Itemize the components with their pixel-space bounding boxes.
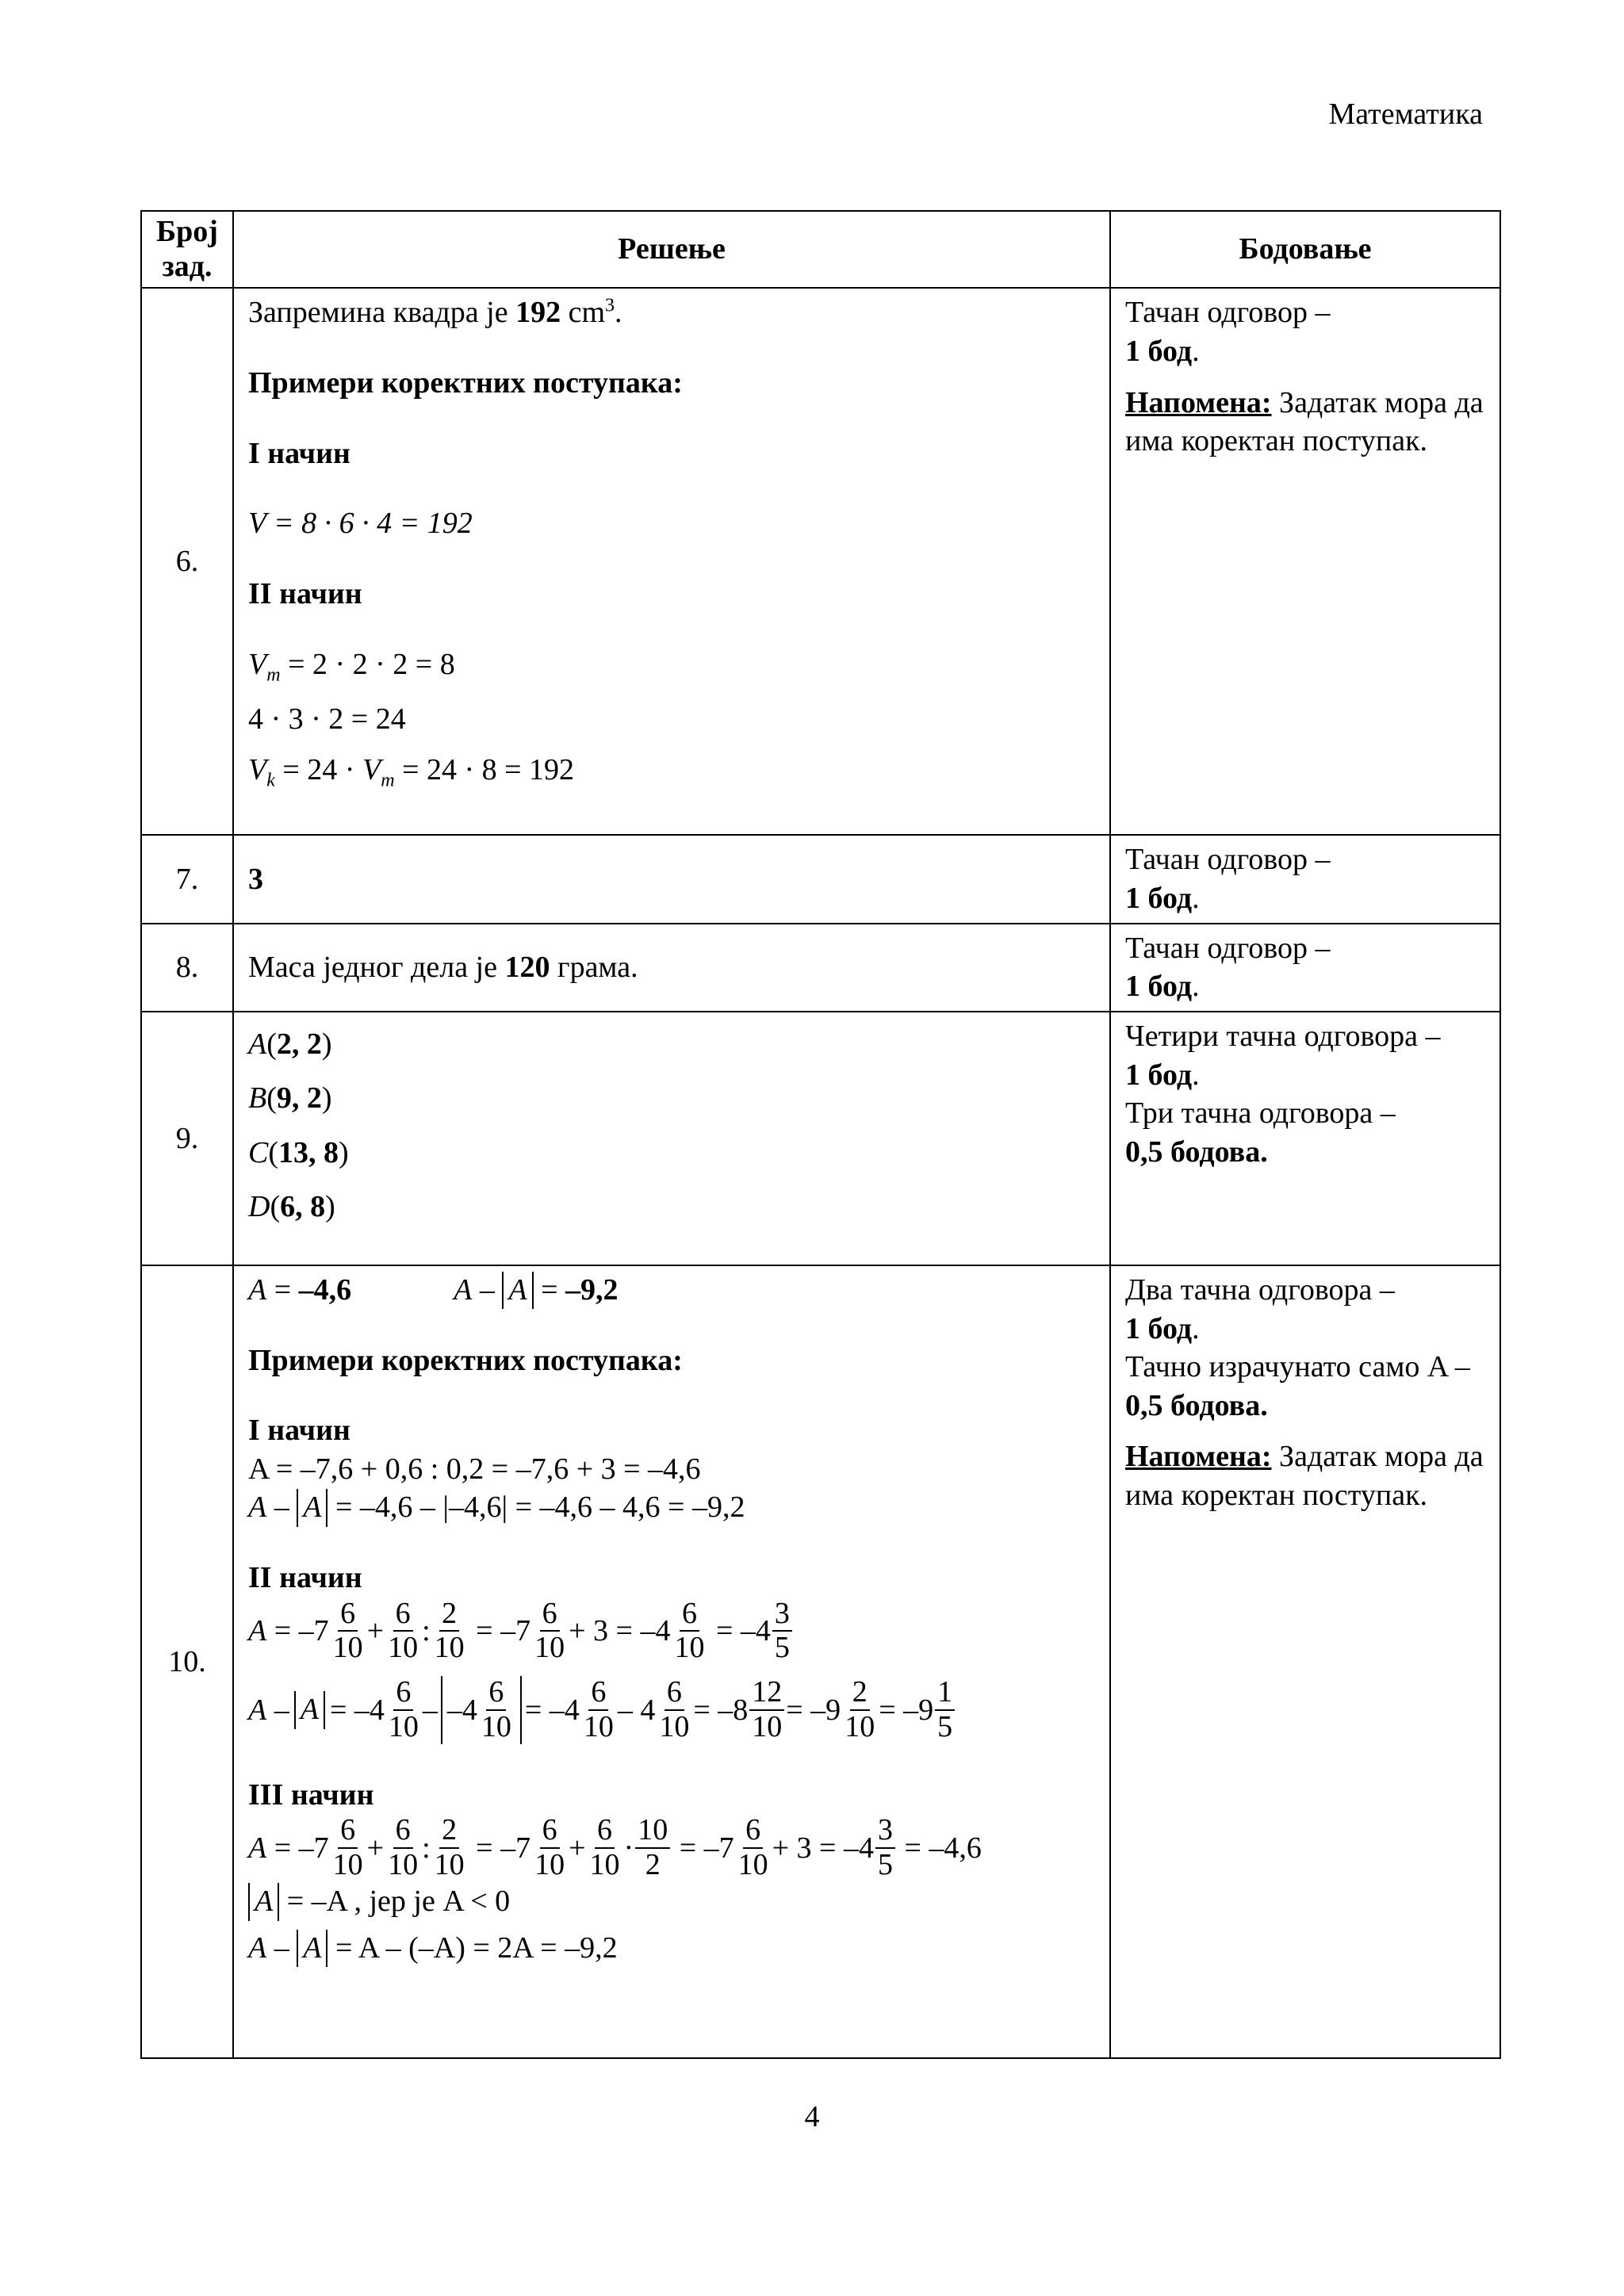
method-2-equation-3: $V_k = 24 \cdot V_m = 24 \cdot 8 = 192$ (248, 753, 575, 792)
point-a: A(2, 2) (248, 1027, 332, 1061)
task-scoring: Тачан одговор – 1 бод. (1110, 835, 1500, 923)
method-3-equation-2: A = –A , јер је A < 0 (248, 1882, 1095, 1921)
task-row-7 (141, 835, 1500, 923)
task-row-8 (141, 924, 1500, 1012)
task-number: 8. (141, 924, 233, 1012)
scoring-note: Напомена: Задатак мора да има коректан поступак. (1125, 385, 1484, 458)
point-c: C(13, 8) (248, 1135, 349, 1169)
task-row-6 (141, 288, 1500, 835)
task-number: 6. (141, 288, 233, 835)
task-scoring: Тачан одговор – 1 бод. (1110, 924, 1500, 1012)
method-1-equation-2: A – A = –4,6 – |–4,6| = –4,6 – 4,6 = –9,2 (248, 1488, 1095, 1527)
task-row-9 (141, 1012, 1500, 1265)
task-solution: 3 (233, 835, 1110, 923)
examples-heading: Примери коректних поступака: (248, 1343, 683, 1377)
col-header-solution: Решење (233, 211, 1110, 288)
method-3-equation-3: A – A = A – (–A) = 2A = –9,2 (248, 1929, 1095, 1968)
task-solution (233, 288, 1110, 835)
task-number: 9. (141, 1012, 233, 1265)
method-1-equation: V = 8 · 6 · 4 = 192 (248, 507, 473, 541)
method-3-heading: III начин (248, 1777, 374, 1812)
task-scoring: Два тачна одговора – 1 бод. Тачно израчунато само A – 0,5 бодова. Напомена: Задатак мора да има коректан поступак. (1110, 1265, 1500, 2058)
method-2-heading: II начин (248, 576, 362, 610)
method-3-equation-1: A = –7 $\frac{6}{10}$ + $\frac{6}{10}$ : $\frac{2}{10}$ = –7 $\frac{6}{10}$ + $\frac{6}{10}$ · $\frac{10}{2}$ = –7 $\frac{6}{10}$ + 3 = –4 $\frac{3}{5}$ = –4,6 (248, 1813, 982, 1882)
method-1-heading: I начин (248, 1414, 350, 1448)
point-b: B(9, 2) (248, 1081, 332, 1115)
col-header-number: Број зад. (141, 211, 233, 288)
method-1-heading: I начин (248, 436, 350, 470)
task-row-10 (141, 1265, 1500, 2058)
task-solution: Маса једног дела је 120 грама. (233, 924, 1110, 1012)
method-2-equation-2: A – A = –4 $\frac{6}{10}$ – –4 $\frac{6}{10}$ = –4 $\frac{6}{10}$ – 4 $\frac{6}{10}$ = –8 $\frac{12}{10}$ = –9 $\frac{2}{10}$ = –9 $\frac{1}{5}$ (248, 1676, 1095, 1744)
method-2-equation-1: A = –7 $\frac{6}{10}$ + $\frac{6}{10}$ : $\frac{2}{10}$ = –7 $\frac{6}{10}$ + 3 = –4 $\frac{6}{10}$ = –4 $\frac{3}{5}$ (248, 1598, 1095, 1666)
page-header-subject: Математика (1328, 98, 1483, 131)
scoring-note: Напомена: Задатак мора да има коректан поступак. (1125, 1440, 1484, 1512)
table-header-row (141, 211, 1500, 288)
page-number: 4 (804, 2100, 820, 2133)
method-1-equation-1: A = –7,6 + 0,6 : 0,2 = –7,6 + 3 = –4,6 (248, 1452, 701, 1486)
solutions-table (140, 210, 1501, 2059)
answer-line: Запремина квадра је 192 $cm^3$. (248, 295, 622, 330)
task-scoring: Четири тачна одговора – 1 бод. Три тачна одговора – 0,5 бодова. (1110, 1012, 1500, 1265)
col-header-scoring: Бодовање (1110, 211, 1500, 288)
examples-heading: Примери коректних поступака: (248, 366, 683, 400)
task-solution (233, 1012, 1110, 1265)
method-2-equation-2: 4 · 3 · 2 = 24 (248, 702, 406, 736)
point-d: D(6, 8) (248, 1190, 335, 1224)
task-number: 7. (141, 835, 233, 923)
answer-line: A = –4,6 A – A = –9,2 (248, 1271, 1095, 1310)
method-2-heading: II начин (248, 1561, 362, 1594)
task-solution (233, 1265, 1110, 2058)
method-2-equation-1: $V_m = 2 \cdot 2 \cdot 2 = 8$ (248, 647, 455, 686)
task-number: 10. (141, 1265, 233, 2058)
task-scoring: Тачан одговор – 1 бод. Напомена: Задатак мора да има коректан поступак. (1110, 288, 1500, 835)
